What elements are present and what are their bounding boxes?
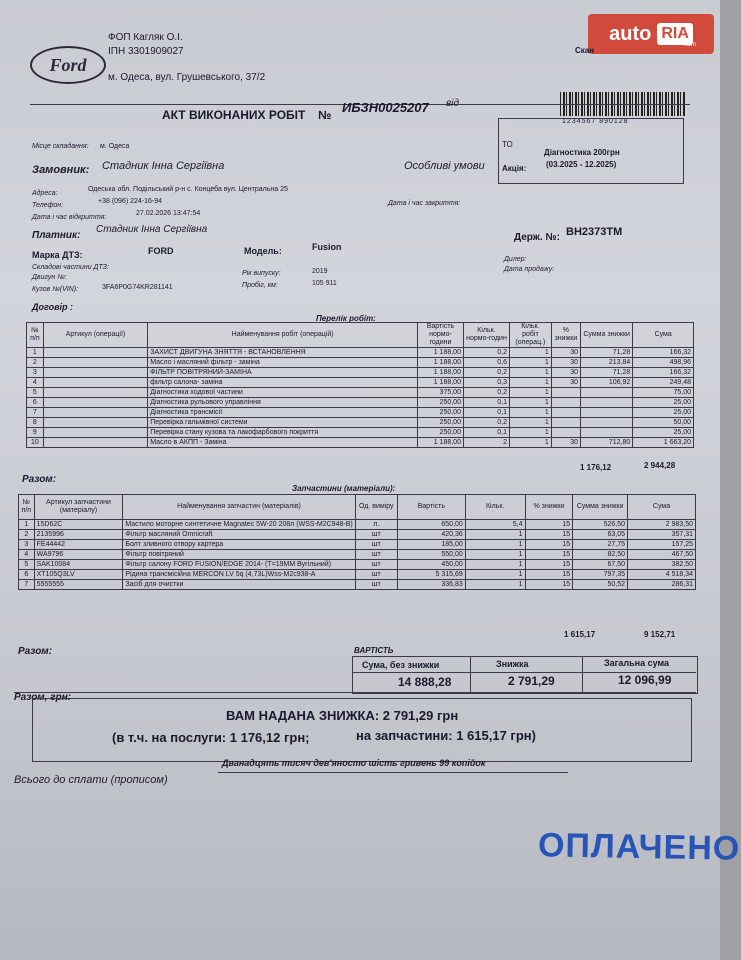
table-cell: 6 bbox=[27, 398, 44, 408]
place-label: Місце складання: bbox=[32, 143, 89, 150]
table-cell: 550,00 bbox=[397, 550, 465, 560]
table-cell: 1 188,00 bbox=[417, 348, 463, 358]
table-cell: 0,3 bbox=[463, 378, 509, 388]
table-cell: 50,52 bbox=[573, 580, 628, 590]
scan-label: Скан bbox=[575, 46, 595, 55]
table-cell: Фільтр салону FORD FUSION/EDGE 2014- (T=19MM Вугільний) bbox=[123, 560, 355, 570]
table-cell: 25,00 bbox=[633, 408, 694, 418]
table-cell: Засіб для очистки bbox=[123, 580, 355, 590]
table-cell: 67,50 bbox=[573, 560, 628, 570]
payer-label: Платник: bbox=[32, 230, 81, 241]
table-row bbox=[27, 428, 694, 438]
column-header: % знижки bbox=[525, 495, 573, 520]
year-label: Рік випуску: bbox=[242, 270, 281, 277]
act-title: АКТ ВИКОНАНИХ РОБІТ bbox=[162, 108, 306, 122]
table-cell: 25,00 bbox=[633, 398, 694, 408]
table-cell: 250,00 bbox=[417, 428, 463, 438]
table-cell: 1 bbox=[509, 438, 551, 448]
table-cell: 1 bbox=[465, 540, 525, 550]
works-section-title: Перелік робіт: bbox=[316, 314, 376, 323]
column-header: Сумма знижки bbox=[581, 323, 633, 348]
table-row bbox=[27, 438, 694, 448]
table-cell: 249,48 bbox=[633, 378, 694, 388]
to-pay-label: Всього до сплати (прописом) bbox=[14, 774, 168, 786]
table-cell: 357,31 bbox=[628, 530, 696, 540]
act-from-label: від bbox=[446, 98, 459, 109]
table-cell: л. bbox=[355, 520, 397, 530]
table-cell bbox=[43, 398, 148, 408]
table-cell: 50,00 bbox=[633, 418, 694, 428]
table-cell: 498,96 bbox=[633, 358, 694, 368]
cost-sum-value: 14 888,28 bbox=[398, 675, 452, 689]
table-cell: 185,00 bbox=[397, 540, 465, 550]
table-cell: 250,00 bbox=[417, 418, 463, 428]
discount-line2-parts: на запчастини: 1 615,17 грн) bbox=[356, 728, 536, 743]
column-header: № п/п bbox=[27, 323, 44, 348]
sale-date-label: Дата продажу: bbox=[504, 266, 555, 273]
plate-label: Держ. №: bbox=[514, 232, 560, 243]
table-cell: шт bbox=[355, 550, 397, 560]
cost-total-label: Разом: bbox=[18, 646, 53, 657]
cost-section-title: ВАРТІСТЬ bbox=[354, 646, 394, 655]
table-cell: 712,80 bbox=[581, 438, 633, 448]
column-header: Кільк. робіт (операц.) bbox=[509, 323, 551, 348]
column-header: Артикул (операції) bbox=[43, 323, 148, 348]
promo-label: Акція: bbox=[502, 164, 527, 173]
table-cell: 213,84 bbox=[581, 358, 633, 368]
table-cell: 2 bbox=[27, 358, 44, 368]
brand-value: FORD bbox=[148, 246, 174, 256]
table-cell bbox=[581, 408, 633, 418]
table-cell: 797,35 bbox=[573, 570, 628, 580]
table-cell: 1 bbox=[509, 408, 551, 418]
table-cell: 30 bbox=[551, 348, 580, 358]
table-cell: 15D62C bbox=[34, 520, 123, 530]
brand-label: Марка ДТЗ: bbox=[32, 250, 83, 260]
table-row bbox=[27, 348, 694, 358]
column-header: Од. виміру bbox=[355, 495, 397, 520]
table-cell: 15 bbox=[525, 530, 573, 540]
table-row bbox=[27, 368, 694, 378]
opened-label: Дата і час відкриття: bbox=[32, 214, 107, 221]
parts-body bbox=[19, 520, 696, 590]
column-header: Кільк. bbox=[465, 495, 525, 520]
model-label: Модель: bbox=[244, 246, 282, 256]
mileage-value: 105 911 bbox=[312, 280, 337, 287]
table-cell: 1 bbox=[19, 520, 35, 530]
special-conditions-label: Особливі умови bbox=[404, 160, 485, 172]
table-cell: 3 bbox=[27, 368, 44, 378]
table-cell: 1 bbox=[509, 428, 551, 438]
table-cell bbox=[551, 398, 580, 408]
table-cell: 526,50 bbox=[573, 520, 628, 530]
works-header-row bbox=[27, 323, 694, 348]
table-cell: 1 bbox=[509, 348, 551, 358]
cost-discount-value: 2 791,29 bbox=[508, 674, 555, 688]
table-cell: шт bbox=[355, 560, 397, 570]
table-cell: 82,50 bbox=[573, 550, 628, 560]
table-row bbox=[19, 540, 696, 550]
table-row bbox=[19, 580, 696, 590]
table-cell: 2 bbox=[19, 530, 35, 540]
table-cell bbox=[551, 418, 580, 428]
table-cell: Діагностика ходової частини bbox=[148, 388, 418, 398]
table-cell: 5 bbox=[19, 560, 35, 570]
mileage-label: Пробіг, км: bbox=[242, 282, 278, 289]
year-value: 2019 bbox=[312, 268, 328, 275]
table-cell: 4 bbox=[27, 378, 44, 388]
table-cell bbox=[43, 358, 148, 368]
table-cell: 30 bbox=[551, 358, 580, 368]
model-value: Fusion bbox=[312, 242, 342, 252]
column-header: Вартість bbox=[397, 495, 465, 520]
works-total-sum: 2 944,28 bbox=[644, 461, 676, 470]
contract-label: Договір : bbox=[32, 302, 74, 312]
table-cell bbox=[43, 368, 148, 378]
phone-value: +38 (096) 224-16-94 bbox=[98, 198, 163, 205]
table-cell: 1 bbox=[509, 388, 551, 398]
table-row bbox=[19, 560, 696, 570]
table-cell: 1 188,00 bbox=[417, 378, 463, 388]
discount-line2-services: (в т.ч. на послуги: 1 176,12 грн; bbox=[112, 730, 310, 745]
table-cell: 0,2 bbox=[463, 388, 509, 398]
customer-value: Стадник Інна Сергіївна bbox=[102, 160, 225, 172]
customer-label: Замовник: bbox=[32, 164, 90, 176]
table-cell: 450,00 bbox=[397, 560, 465, 570]
table-cell: 63,05 bbox=[573, 530, 628, 540]
table-row bbox=[27, 378, 694, 388]
table-row bbox=[19, 550, 696, 560]
table-cell: 1 bbox=[27, 348, 44, 358]
table-cell: 5 315,69 bbox=[397, 570, 465, 580]
place-value: м. Одеса bbox=[100, 143, 130, 150]
table-row bbox=[19, 530, 696, 540]
table-cell: 1 bbox=[509, 418, 551, 428]
table-cell: 1 bbox=[509, 398, 551, 408]
closed-label: Дата і час закриття: bbox=[388, 200, 461, 207]
column-header: Вартість нормо-години bbox=[417, 323, 463, 348]
table-cell: 166,32 bbox=[633, 348, 694, 358]
table-cell: 166,32 bbox=[633, 368, 694, 378]
table-cell: FE44442 bbox=[34, 540, 123, 550]
table-cell: 2 bbox=[463, 438, 509, 448]
works-body bbox=[27, 348, 694, 448]
table-cell: WA9796 bbox=[34, 550, 123, 560]
table-cell: 1 bbox=[465, 570, 525, 580]
table-cell: 0,1 bbox=[463, 428, 509, 438]
table-cell: SAK10084 bbox=[34, 560, 123, 570]
table-cell bbox=[43, 348, 148, 358]
table-cell: 2135996 bbox=[34, 530, 123, 540]
watermark-ria: RIA bbox=[657, 23, 693, 45]
table-cell: шт bbox=[355, 530, 397, 540]
table-cell: 30 bbox=[551, 378, 580, 388]
table-cell: 2 983,50 bbox=[628, 520, 696, 530]
payer-value: Стадник Інна Сергіївна bbox=[96, 224, 208, 235]
table-cell: 9 bbox=[27, 428, 44, 438]
phone-label: Телефон: bbox=[32, 202, 64, 209]
address-label: Адреса: bbox=[32, 190, 58, 197]
column-header: Найменування запчастин (матеріалів) bbox=[123, 495, 355, 520]
table-cell: 0,2 bbox=[463, 348, 509, 358]
table-cell: 7 bbox=[27, 408, 44, 418]
table-cell: 1 bbox=[465, 560, 525, 570]
table-cell: 30 bbox=[551, 368, 580, 378]
table-cell: Перевірка стану кузова та лакофарбового покриття bbox=[148, 428, 418, 438]
column-header: № п/п bbox=[19, 495, 35, 520]
table-cell bbox=[43, 438, 148, 448]
parts-total-discount: 1 615,17 bbox=[564, 630, 596, 639]
table-cell: 0,6 bbox=[463, 358, 509, 368]
to-label: ТО bbox=[502, 140, 513, 149]
table-row bbox=[27, 388, 694, 398]
paid-stamp: ОПЛАЧЕНО bbox=[537, 826, 741, 868]
table-row bbox=[27, 358, 694, 368]
table-cell: ЗАХИСТ ДВИГУНА ЗНЯТТЯ - ВСТАНОВЛЕННЯ bbox=[148, 348, 418, 358]
autoria-watermark bbox=[588, 14, 714, 54]
column-header: Найменування робіт (операцій) bbox=[148, 323, 418, 348]
works-total-label: Разом: bbox=[22, 474, 57, 485]
company-address: м. Одеса, вул. Грушевського, 37/2 bbox=[108, 72, 266, 83]
discount-line1: ВАМ НАДАНА ЗНИЖКА: 2 791,29 грн bbox=[226, 708, 459, 723]
table-cell: 4 518,34 bbox=[628, 570, 696, 580]
plate-value: ВН2373ТМ bbox=[566, 226, 623, 238]
table-cell: 1 bbox=[465, 530, 525, 540]
table-cell: 157,25 bbox=[628, 540, 696, 550]
table-cell: 375,00 bbox=[417, 388, 463, 398]
works-total-discount: 1 176,12 bbox=[580, 463, 612, 472]
table-cell: 4 bbox=[19, 550, 35, 560]
table-cell: Мастило моторне синтетичне Magnatec 5W-20 208л (WSS-M2C948-B) bbox=[123, 520, 355, 530]
table-cell bbox=[43, 418, 148, 428]
table-cell: 5555555 bbox=[34, 580, 123, 590]
table-cell: 1 bbox=[509, 368, 551, 378]
table-cell: Масло і масляний фільтр - заміна bbox=[148, 358, 418, 368]
column-header: Сума bbox=[633, 323, 694, 348]
table-cell: 71,28 bbox=[581, 368, 633, 378]
table-cell: 420,36 bbox=[397, 530, 465, 540]
table-cell: Рідина трансмісійна MERCON LV 5q (4,73L)Wss-M2c938-A bbox=[123, 570, 355, 580]
table-row bbox=[27, 408, 694, 418]
table-cell: 336,83 bbox=[397, 580, 465, 590]
table-cell: 0,2 bbox=[463, 368, 509, 378]
promo-value: Діагностика 200грн bbox=[544, 148, 620, 157]
column-header: Артикул запчастини (матеріалу) bbox=[34, 495, 123, 520]
table-cell: 0,2 bbox=[463, 418, 509, 428]
table-cell: 1 bbox=[509, 358, 551, 368]
table-cell: 1 bbox=[465, 580, 525, 590]
cost-discount-header: Знижка bbox=[496, 659, 529, 669]
table-cell: 15 bbox=[525, 580, 573, 590]
ford-logo: Ford bbox=[30, 46, 106, 84]
table-cell: 5,4 bbox=[465, 520, 525, 530]
to-pay-value: Дванадцять тисяч дев'яносто шість гривень 99 копійок bbox=[222, 758, 486, 768]
table-row bbox=[27, 398, 694, 408]
table-row bbox=[19, 520, 696, 530]
table-cell: 1 bbox=[509, 378, 551, 388]
company-ipn: ІПН 3301909027 bbox=[108, 46, 184, 57]
engine-label: Двигун №: bbox=[32, 274, 67, 281]
cost-divider bbox=[470, 656, 471, 692]
table-cell: 8 bbox=[27, 418, 44, 428]
table-row bbox=[19, 570, 696, 580]
watermark-auto: auto bbox=[609, 22, 652, 45]
cost-total-value: 12 096,99 bbox=[618, 673, 672, 687]
table-cell: 71,28 bbox=[581, 348, 633, 358]
table-cell: XT105Q3LV bbox=[34, 570, 123, 580]
opened-value: 27.02.2026 13:47:54 bbox=[136, 210, 201, 217]
works-table bbox=[26, 322, 694, 448]
table-cell: 15 bbox=[525, 570, 573, 580]
table-cell: 7 bbox=[19, 580, 35, 590]
table-cell: 0,1 bbox=[463, 408, 509, 418]
table-cell: 382,50 bbox=[628, 560, 696, 570]
table-cell: Фільтр масляний Omnicraft bbox=[123, 530, 355, 540]
table-cell: 15 bbox=[525, 540, 573, 550]
column-header: % знижки bbox=[551, 323, 580, 348]
table-cell: 3 bbox=[19, 540, 35, 550]
table-cell bbox=[43, 428, 148, 438]
table-cell: 30 bbox=[551, 438, 580, 448]
table-cell bbox=[43, 378, 148, 388]
table-cell: Діагностика трансмісії bbox=[148, 408, 418, 418]
parts-num-label: Складові частини ДТЗ: bbox=[32, 264, 109, 271]
table-cell: 25,00 bbox=[633, 428, 694, 438]
table-cell: 15 bbox=[525, 560, 573, 570]
table-cell: шт bbox=[355, 580, 397, 590]
table-cell: 1 bbox=[465, 550, 525, 560]
table-cell: ФІЛЬТР ПОВІТРЯНИЙ-ЗАМІНА bbox=[148, 368, 418, 378]
column-header: Кільк. нормо-годин bbox=[463, 323, 509, 348]
column-header: Сумма знижки bbox=[573, 495, 628, 520]
watermark-domain: .com bbox=[683, 42, 697, 48]
cost-total-header: Загальна сума bbox=[604, 658, 670, 668]
parts-header-row bbox=[19, 495, 696, 520]
total-grn-label: Разом, грн: bbox=[14, 692, 72, 703]
table-cell: 5 bbox=[27, 388, 44, 398]
parts-total-sum: 9 152,71 bbox=[644, 630, 676, 639]
table-cell: 75,00 bbox=[633, 388, 694, 398]
table-cell: Перевірка гальмівної системи bbox=[148, 418, 418, 428]
table-cell: Фільтр повітряний bbox=[123, 550, 355, 560]
address-value: Одеська обл. Подільський р-н с. Концеба вул. Центральна 25 bbox=[88, 186, 288, 193]
table-cell: 6 bbox=[19, 570, 35, 580]
table-cell: 1 188,00 bbox=[417, 358, 463, 368]
table-cell: шт bbox=[355, 570, 397, 580]
column-header: Сума bbox=[628, 495, 696, 520]
table-cell: шт bbox=[355, 540, 397, 550]
table-cell: Болт зливного отвору картера bbox=[123, 540, 355, 550]
divider bbox=[218, 772, 568, 773]
table-row bbox=[27, 418, 694, 428]
table-cell bbox=[551, 428, 580, 438]
table-cell: 250,00 bbox=[417, 408, 463, 418]
table-cell: 10 bbox=[27, 438, 44, 448]
table-cell: 467,50 bbox=[628, 550, 696, 560]
table-cell: 1 188,00 bbox=[417, 368, 463, 378]
table-cell: 27,75 bbox=[573, 540, 628, 550]
vin-label: Кузов №(VIN): bbox=[32, 286, 79, 293]
table-cell: 0,1 bbox=[463, 398, 509, 408]
act-no-label: № bbox=[318, 108, 332, 122]
vin-value: 3FA6P0G74KR281141 bbox=[102, 284, 173, 291]
parts-section-title: Запчастини (матеріали): bbox=[292, 484, 396, 493]
promo-period: (03.2025 - 12.2025) bbox=[546, 160, 617, 169]
company-name: ФОП Кагляк О.І. bbox=[108, 32, 183, 43]
table-cell: Масло в АКПП - Заміна bbox=[148, 438, 418, 448]
table-cell: 650,00 bbox=[397, 520, 465, 530]
table-cell: 15 bbox=[525, 550, 573, 560]
table-cell bbox=[551, 388, 580, 398]
cost-divider bbox=[582, 656, 583, 692]
table-cell bbox=[581, 418, 633, 428]
table-cell: фільтр салона- заміна bbox=[148, 378, 418, 388]
table-cell: 1 663,20 bbox=[633, 438, 694, 448]
table-cell: 1 188,00 bbox=[417, 438, 463, 448]
table-cell bbox=[551, 408, 580, 418]
dealer-label: Дилер: bbox=[504, 256, 527, 263]
table-cell: 250,00 bbox=[417, 398, 463, 408]
table-cell bbox=[581, 428, 633, 438]
cost-sum-header: Сума, без знижки bbox=[362, 660, 440, 670]
table-cell: 286,31 bbox=[628, 580, 696, 590]
table-cell bbox=[581, 388, 633, 398]
table-cell: 15 bbox=[525, 520, 573, 530]
parts-table bbox=[18, 494, 696, 590]
table-cell bbox=[43, 408, 148, 418]
table-cell bbox=[43, 388, 148, 398]
table-cell bbox=[581, 398, 633, 408]
table-cell: 106,92 bbox=[581, 378, 633, 388]
act-number: ИБЗН0025207 bbox=[342, 100, 429, 115]
table-cell: Діагностика рульового управління bbox=[148, 398, 418, 408]
barcode-digits: 1234567 890128 bbox=[562, 118, 629, 125]
divider bbox=[14, 692, 696, 693]
